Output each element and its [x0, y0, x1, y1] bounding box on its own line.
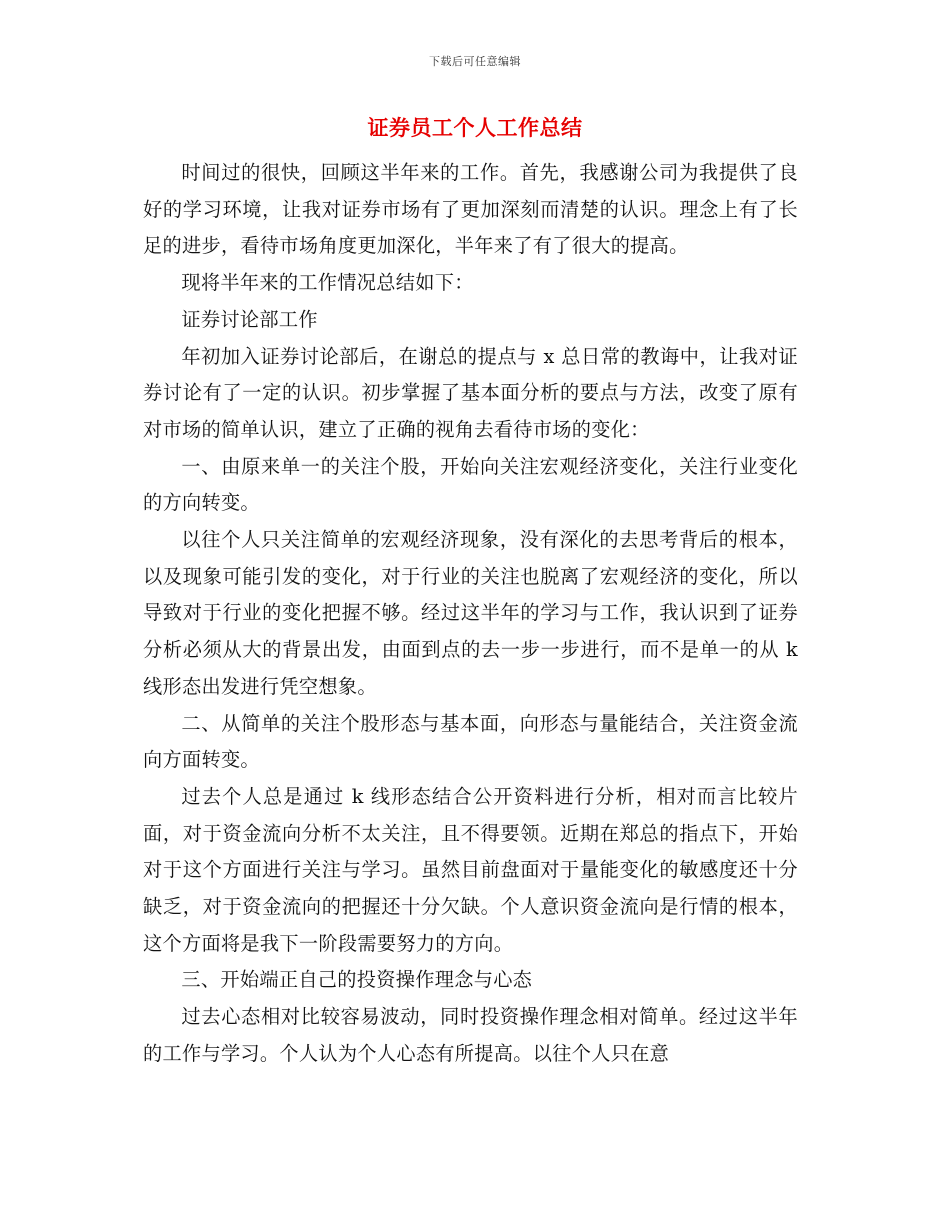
paragraph-intro: 时间过的很快，回顾这半年来的工作。首先，我感谢公司为我提供了良好的学习环境，让我对证券市场有了更加深刻而清楚的认识。理念上有了长足的进步，看待市场角度更加深化，半年来了有了很大的提高。	[143, 161, 798, 258]
paragraph-section-heading: 证券讨论部工作	[181, 307, 318, 331]
paragraph-point-three: 三、开始端正自己的投资操作理念与心态	[181, 968, 533, 992]
paragraph-point-one-detail: 以往个人只关注简单的宏观经济现象，没有深化的去思考背后的根本，以及现象可能引发的变化，对于行业的关注也脱离了宏观经济的变化，所以导致对于行业的变化把握不够。经过这半年的学习与工作，我认识到了证券分析必须从大的背景出发，由面到点的去一步一步进行，而不是单一的从 k 线形态出发进行凭空想象。	[143, 528, 798, 698]
header-note: 下载后可任意编辑	[429, 55, 521, 68]
paragraph-point-two: 二、从简单的关注个股形态与基本面，向形态与量能结合，关注资金流向方面转变。	[143, 711, 798, 772]
paragraph-point-one: 一、由原来单一的关注个股，开始向关注宏观经济变化，关注行业变化的方向转变。	[143, 454, 798, 515]
paragraph-joining: 年初加入证券讨论部后，在谢总的提点与 x 总日常的教诲中，让我对证券讨论有了一定的认识。初步掌握了基本面分析的要点与方法，改变了原有对市场的简单认识，建立了正确的视角去看待市场的变化：	[143, 344, 798, 441]
paragraph-point-two-detail: 过去个人总是通过 k 线形态结合公开资料进行分析，相对而言比较片面，对于资金流向分析不太关注，且不得要领。近期在郑总的指点下，开始对于这个方面进行关注与学习。虽然目前盘面对于量能变化的敏感度还十分缺乏，对于资金流向的把握还十分欠缺。个人意识资金流向是行情的根本，这个方面将是我下一阶段需要努力的方向。	[143, 784, 798, 955]
paragraph-point-three-detail: 过去心态相对比较容易波动，同时投资操作理念相对简单。经过这半年的工作与学习。个人认为个人心态有所提高。以往个人只在意	[143, 1005, 798, 1065]
paragraph-summary-lead: 现将半年来的工作情况总结如下：	[181, 271, 474, 295]
document-body	[143, 155, 798, 1073]
document-title: 证券员工个人工作总结	[367, 115, 583, 140]
